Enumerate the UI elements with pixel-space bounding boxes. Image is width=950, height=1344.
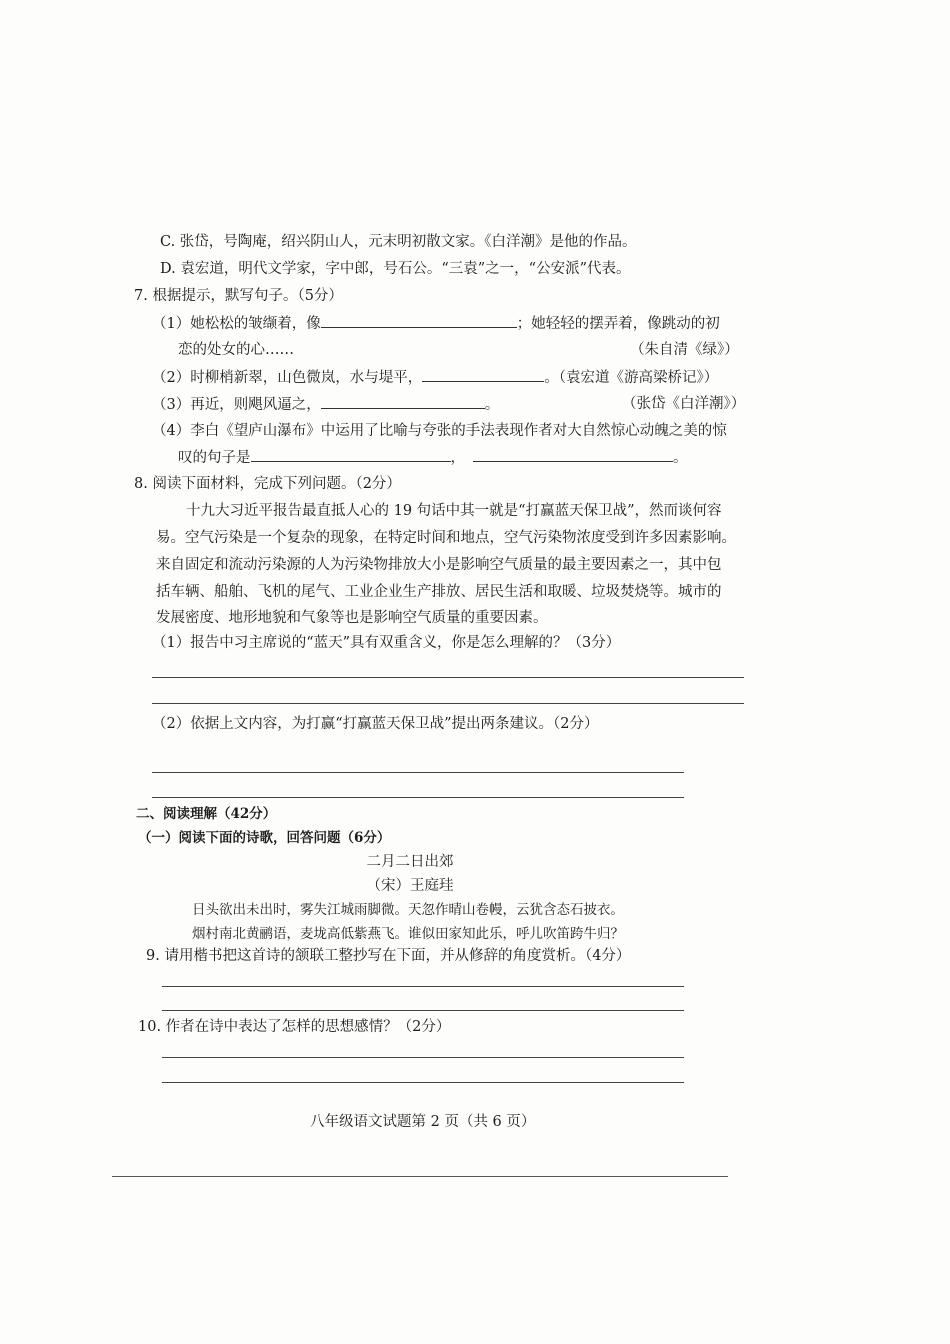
section-2-title: 二、阅读理解（42分） bbox=[136, 806, 277, 822]
answer-line[interactable] bbox=[152, 772, 684, 773]
answer-line[interactable] bbox=[162, 1057, 684, 1058]
q7-item-1-text-a: （1）她松松的皱缬着，像 bbox=[152, 316, 321, 332]
option-d: D. 袁宏道，明代文学家，字中郎，号石公。“三袁”之一，“公安派”代表。 bbox=[160, 261, 631, 277]
answer-line[interactable] bbox=[162, 1082, 684, 1083]
answer-line[interactable] bbox=[152, 677, 744, 678]
poem-author: （宋）王庭珪 bbox=[366, 878, 454, 894]
q7-item-3-text-a: （3）再近，则飓风逼之， bbox=[152, 397, 321, 413]
option-c: C. 张岱，号陶庵，绍兴阴山人，元末明初散文家。《白洋潮》是他的作品。 bbox=[160, 234, 637, 250]
q7-item-2-text-b: 。（袁宏道《游高梁桥记》） bbox=[544, 370, 719, 386]
q8-passage-line: 来自固定和流动污染源的人为污染物排放大小是影响空气质量的最主要因素之一，其中包 bbox=[156, 557, 722, 573]
poem-title: 二月二日出郊 bbox=[366, 854, 454, 870]
q7-item-3 bbox=[152, 394, 499, 415]
question-9: 9. 请用楷书把这首诗的颔联工整抄写在下面，并从修辞的角度赏析。（4分） bbox=[146, 948, 631, 964]
answer-line[interactable] bbox=[152, 703, 744, 704]
answer-line[interactable] bbox=[162, 1010, 684, 1011]
question-10: 10. 作者在诗中表达了怎样的思想感情？（2分） bbox=[138, 1019, 451, 1035]
q7-item-4-cont bbox=[178, 447, 688, 468]
answer-blank[interactable] bbox=[473, 447, 673, 462]
q7-item-1-source: （朱自清《绿》） bbox=[630, 342, 739, 358]
poem-line: 烟村南北黄鹂语，麦垅高低紫燕飞。谁似田家知此乐，呼儿吹笛跨牛归？ bbox=[192, 926, 624, 942]
answer-line[interactable] bbox=[152, 797, 684, 798]
q7-item-3-source: （张岱《白洋潮》） bbox=[622, 396, 746, 412]
q7-item-1 bbox=[152, 313, 720, 334]
question-8-stem: 8. 阅读下面材料，完成下列问题。（2分） bbox=[134, 476, 401, 492]
q8-passage-line: 易。空气污染是一个复杂的现象，在特定时间和地点，空气污染物浓度受到许多因素影响。 bbox=[156, 530, 736, 546]
poem-line: 日头欲出未出时，雾失江城雨脚微。天忽作晴山卷幔，云犹含态石披衣。 bbox=[192, 902, 624, 918]
q7-item-3-text-b: 。 bbox=[484, 397, 500, 413]
q8-passage-line: 十九大习近平报告最直抵人心的 19 句话中其一就是“打赢蓝天保卫战”，然而谈何容 bbox=[186, 503, 722, 519]
q7-item-2 bbox=[152, 367, 718, 388]
q8-passage-line: 发展密度、地形地貌和气象等也是影响空气质量的重要因素。 bbox=[156, 610, 548, 626]
answer-blank[interactable] bbox=[422, 367, 544, 382]
answer-line[interactable] bbox=[162, 986, 684, 987]
q8-passage-line: 括车辆、船舶、飞机的尾气、工业企业生产排放、居民生活和取暖、垃圾焚烧等。城市的 bbox=[156, 584, 722, 600]
q7-item-1-text-b: ；她轻轻的摆弄着，像跳动的初 bbox=[516, 316, 720, 332]
q8-subquestion-2: （2）依据上文内容，为打赢“打赢蓝天保卫战”提出两条建议。（2分） bbox=[152, 716, 599, 732]
answer-blank[interactable] bbox=[321, 313, 517, 328]
q7-item-4-text-c: ， bbox=[450, 450, 465, 466]
q8-subquestion-1: （1）报告中习主席说的“蓝天”具有双重含义，你是怎么理解的？（3分） bbox=[152, 635, 621, 651]
page-footer: 八年级语文试题第 2 页（共 6 页） bbox=[310, 1114, 536, 1130]
answer-blank[interactable] bbox=[321, 394, 485, 409]
q7-item-4-text-b: 叹的句子是 bbox=[178, 450, 251, 466]
section-2-subtitle: （一）阅读下面的诗歌，回答问题（6分） bbox=[138, 830, 391, 846]
question-7-stem: 7. 根据提示，默写句子。（5分） bbox=[134, 288, 343, 304]
q7-item-4-text-d: 。 bbox=[673, 450, 688, 466]
q7-item-4: （4）李白《望庐山瀑布》中运用了比喻与夸张的手法表现作者对大自然惊心动魄之美的惊 bbox=[152, 423, 727, 439]
q7-item-2-text-a: （2）时柳梢新翠，山色微岚，水与堤平， bbox=[152, 370, 423, 386]
answer-blank[interactable] bbox=[251, 447, 451, 462]
bottom-divider bbox=[112, 1176, 728, 1177]
q7-item-1-cont: 恋的处女的心…… bbox=[178, 342, 294, 358]
